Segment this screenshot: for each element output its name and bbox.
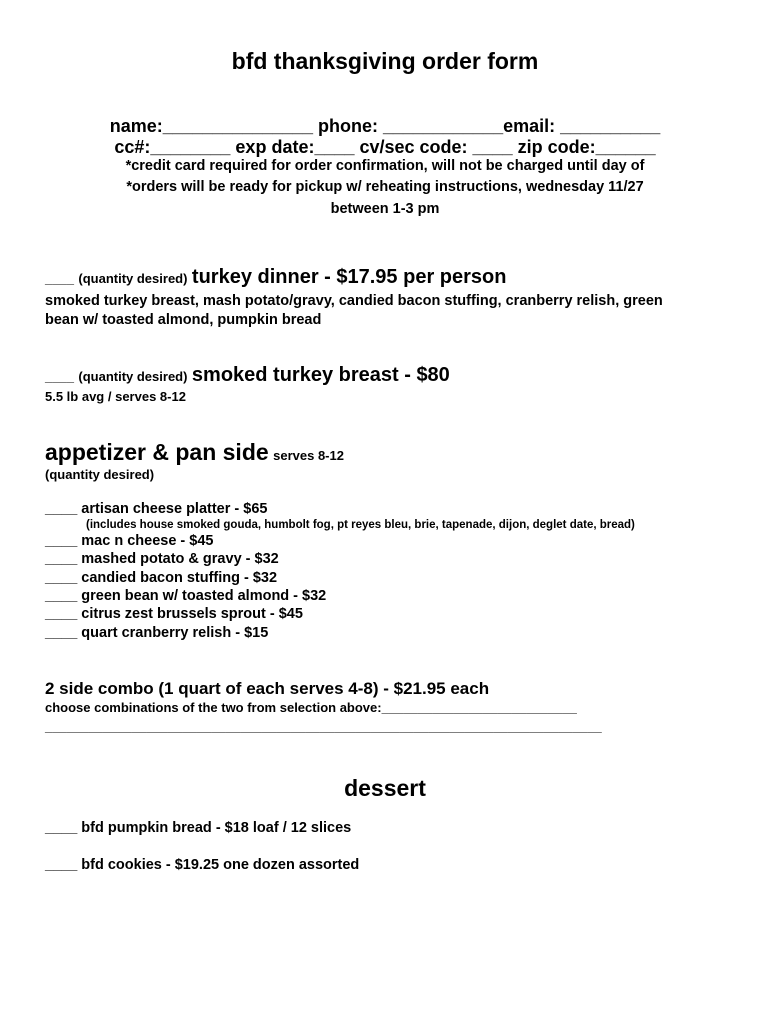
cheese-platter-note: (includes house smoked gouda, humbolt fog, pt reyes bleu, brie, tapenade, dijon, deglet date, bread) bbox=[86, 519, 635, 531]
appetizer-serves: serves 8-12 bbox=[273, 448, 344, 463]
credit-card-note: *credit card required for order confirmation, will not be charged until day of bbox=[125, 158, 645, 174]
contact-line-1[interactable]: name:_______________ phone: ____________email: __________ bbox=[109, 116, 661, 136]
turkey-dinner-name: turkey dinner - $17.95 per person bbox=[191, 266, 507, 288]
dessert-heading: dessert bbox=[344, 775, 426, 801]
appetizer-qty-label: (quantity desired) bbox=[45, 467, 155, 482]
green-bean-item[interactable]: ____ green bean w/ toasted almond - $32 bbox=[45, 588, 327, 604]
appetizer-heading: appetizer & pan side bbox=[45, 439, 269, 465]
bacon-stuffing-item[interactable]: ____ candied bacon stuffing - $32 bbox=[45, 570, 278, 586]
turkey-dinner-desc-1: smoked turkey breast, mash potato/gravy, candied bacon stuffing, cranberry relish, green bbox=[45, 293, 663, 309]
brussels-sprout-item[interactable]: ____ citrus zest brussels sprout - $45 bbox=[45, 606, 303, 622]
cookies-item[interactable]: ____ bfd cookies - $19.25 one dozen assorted bbox=[45, 857, 360, 873]
turkey-dinner-line bbox=[45, 266, 506, 289]
cheese-platter-item[interactable]: ____ artisan cheese platter - $65 bbox=[45, 501, 268, 517]
turkey-dinner-qty-blank[interactable]: ____ bbox=[45, 271, 74, 286]
page-title: bfd thanksgiving order form bbox=[231, 48, 539, 74]
pumpkin-bread-item[interactable]: ____ bfd pumpkin bread - $18 loaf / 12 slices bbox=[45, 820, 352, 836]
turkey-breast-qty-blank[interactable]: ____ bbox=[45, 369, 74, 384]
appetizer-heading-line bbox=[45, 439, 344, 466]
turkey-breast-qty-label: (quantity desired) bbox=[78, 369, 188, 384]
turkey-dinner-qty-label: (quantity desired) bbox=[78, 271, 188, 286]
turkey-breast-name: smoked turkey breast - $80 bbox=[191, 364, 450, 386]
combo-line-2[interactable]: _____________________________________________________________________________ bbox=[45, 719, 602, 734]
pickup-note: *orders will be ready for pickup w/ reheating instructions, wednesday 11/27 bbox=[126, 179, 644, 195]
combo-heading: 2 side combo (1 quart of each serves 4-8) - $21.95 each bbox=[45, 679, 490, 698]
turkey-dinner-desc-2: bean w/ toasted almond, pumpkin bread bbox=[45, 312, 322, 328]
turkey-breast-desc: 5.5 lb avg / serves 8-12 bbox=[45, 389, 186, 404]
mashed-potato-item[interactable]: ____ mashed potato & gravy - $32 bbox=[45, 551, 279, 567]
contact-line-2[interactable]: cc#:________ exp date:____ cv/sec code: ____ zip code:______ bbox=[114, 137, 656, 157]
mac-n-cheese-item[interactable]: ____ mac n cheese - $45 bbox=[45, 533, 214, 549]
combo-line-1[interactable]: choose combinations of the two from selection above:___________________________ bbox=[45, 700, 577, 715]
turkey-breast-line bbox=[45, 364, 450, 387]
cranberry-relish-item[interactable]: ____ quart cranberry relish - $15 bbox=[45, 625, 269, 641]
pickup-time-note: between 1-3 pm bbox=[330, 201, 440, 217]
